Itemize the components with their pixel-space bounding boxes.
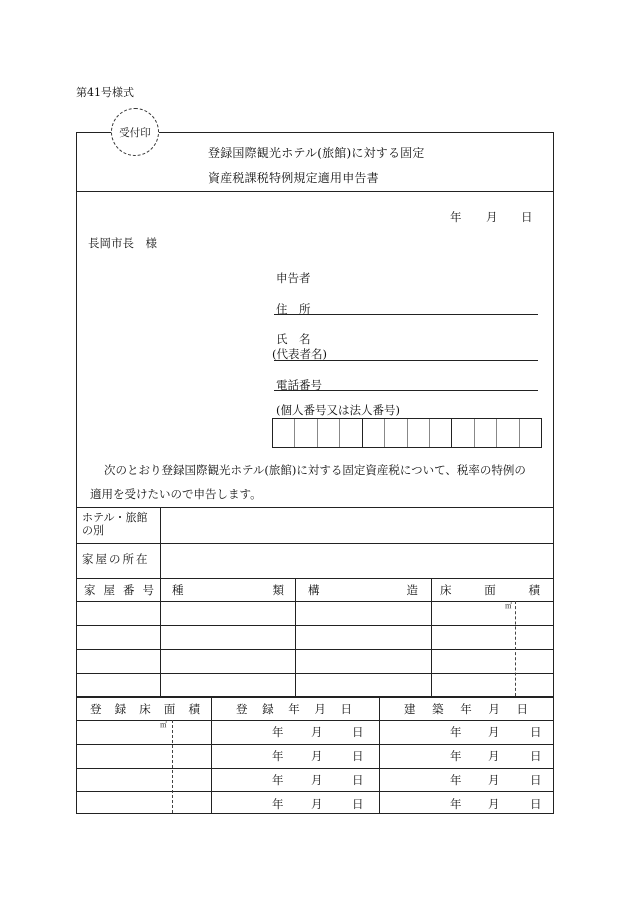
reg-day-label: 日 [352, 725, 364, 739]
reg-month-label: 月 [311, 749, 323, 763]
location-label: 家屋の所在 [82, 552, 150, 566]
t1-unit: ㎡ [505, 602, 512, 610]
rep-label: (代表者名) [272, 347, 327, 361]
id-digit[interactable] [317, 419, 339, 447]
build-year-label: 年 [450, 725, 462, 739]
header-char: 建 [404, 702, 416, 716]
reg-year-label: 年 [272, 725, 284, 739]
rule-table1-top [77, 578, 553, 579]
build-year-label: 年 [450, 797, 462, 811]
header-char: 録 [262, 702, 274, 716]
header-char: 番 [123, 583, 135, 597]
header-char: 月 [488, 702, 500, 716]
header-divider [77, 191, 553, 192]
t2-header-reg-date [236, 701, 352, 717]
build-month-label: 月 [488, 773, 500, 787]
id-digit[interactable] [474, 419, 496, 447]
build-month-label: 月 [488, 797, 500, 811]
id-digit[interactable] [451, 419, 473, 447]
hotel-type-label: ホテル・旅館の別 [82, 511, 148, 537]
reg-month-label: 月 [311, 773, 323, 787]
reg-day-label: 日 [352, 749, 364, 763]
rule-table2-top [77, 696, 553, 698]
header-char: 面 [163, 702, 176, 716]
form-number: 第41号様式 [76, 86, 134, 99]
header-char: 造 [406, 583, 418, 597]
rule-table1-r1 [77, 625, 553, 626]
name-field[interactable] [274, 346, 538, 361]
header-char: 録 [114, 702, 127, 716]
header-char: 日 [340, 702, 352, 716]
t1-header-area [440, 582, 540, 598]
title-line2: 資産税課税特例規定適用申告書 [208, 171, 379, 185]
reg-month-label: 月 [311, 725, 323, 739]
id-digit[interactable] [384, 419, 406, 447]
header-char: 登 [90, 702, 102, 716]
date-month: 月 [486, 210, 498, 224]
body-line1: 次のとおり登録国際観光ホテル(旅館)に対する固定資産税について、税率の特例の [104, 463, 526, 477]
header-char: 積 [528, 583, 540, 597]
header-char: 床 [139, 702, 151, 716]
rule-table1-r2 [77, 649, 553, 650]
build-day-label: 日 [530, 725, 542, 739]
name-label: 氏 名 [276, 332, 311, 346]
t1-header-house-no [84, 582, 154, 598]
rule-table2-h [77, 720, 553, 721]
id-number-grid[interactable] [272, 418, 542, 448]
build-month-label: 月 [488, 725, 500, 739]
build-day-label: 日 [530, 797, 542, 811]
header-char: 類 [272, 583, 284, 597]
reg-month-label: 月 [311, 797, 323, 811]
rule-table2-r2 [77, 768, 553, 769]
id-label: (個人番号又は法人番号) [276, 403, 400, 417]
header-char: 家 [84, 583, 96, 597]
rule-table1-h [77, 601, 553, 602]
reg-year-label: 年 [272, 773, 284, 787]
build-day-label: 日 [530, 773, 542, 787]
addressee: 長岡市長 様 [88, 236, 157, 250]
id-digit[interactable] [294, 419, 316, 447]
build-month-label: 月 [488, 749, 500, 763]
id-digit[interactable] [519, 419, 541, 447]
reg-year-label: 年 [272, 797, 284, 811]
t2-header-reg-area [90, 701, 200, 717]
applicant-heading: 申告者 [276, 271, 311, 285]
header-char: 面 [484, 583, 496, 597]
header-char: 年 [288, 702, 300, 716]
header-char: 登 [236, 702, 248, 716]
id-digit[interactable] [429, 419, 451, 447]
v-col2 [295, 578, 296, 696]
rule-location-top [77, 543, 553, 544]
id-digit[interactable] [496, 419, 518, 447]
v-col3 [431, 578, 432, 696]
header-char: 日 [516, 702, 528, 716]
rule-table2-r1 [77, 744, 553, 745]
header-char: 号 [142, 583, 154, 597]
id-digit[interactable] [407, 419, 429, 447]
header-char: 構 [308, 583, 320, 597]
id-digit[interactable] [273, 419, 294, 447]
id-digit[interactable] [362, 419, 384, 447]
t2-header-build-date [404, 701, 528, 717]
rule-table2-r3 [77, 791, 553, 792]
date-day: 日 [521, 210, 533, 224]
phone-field[interactable] [274, 376, 538, 391]
body-line2: 適用を受けたいので申告します。 [90, 487, 262, 501]
date-year: 年 [450, 210, 462, 224]
dash-area [515, 601, 516, 696]
header-char: 種 [172, 583, 184, 597]
build-day-label: 日 [530, 749, 542, 763]
t1-header-type [172, 582, 284, 598]
header-char: 積 [188, 702, 200, 716]
header-char: 月 [314, 702, 326, 716]
dash-area2 [172, 720, 173, 813]
v2-col2 [379, 696, 380, 813]
address-field[interactable] [274, 300, 538, 315]
address-label: 住 所 [276, 302, 311, 316]
rule-table1-r3 [77, 673, 553, 674]
reg-year-label: 年 [272, 749, 284, 763]
reg-day-label: 日 [352, 797, 364, 811]
header-char: 築 [432, 702, 444, 716]
v-col1 [160, 507, 161, 696]
reg-day-label: 日 [352, 773, 364, 787]
header-char: 屋 [103, 583, 115, 597]
build-year-label: 年 [450, 773, 462, 787]
build-year-label: 年 [450, 749, 462, 763]
v2-col1 [211, 696, 212, 813]
title-line1: 登録国際観光ホテル(旅館)に対する固定 [208, 146, 425, 160]
t1-header-structure [308, 582, 418, 598]
t2-unit: ㎡ [160, 721, 167, 729]
phone-label: 電話番号 [276, 378, 322, 392]
rule-hotel-top [77, 507, 553, 508]
id-digit[interactable] [339, 419, 361, 447]
header-char: 年 [460, 702, 472, 716]
header-char: 床 [440, 583, 452, 597]
reception-stamp: 受付印 [111, 108, 159, 156]
